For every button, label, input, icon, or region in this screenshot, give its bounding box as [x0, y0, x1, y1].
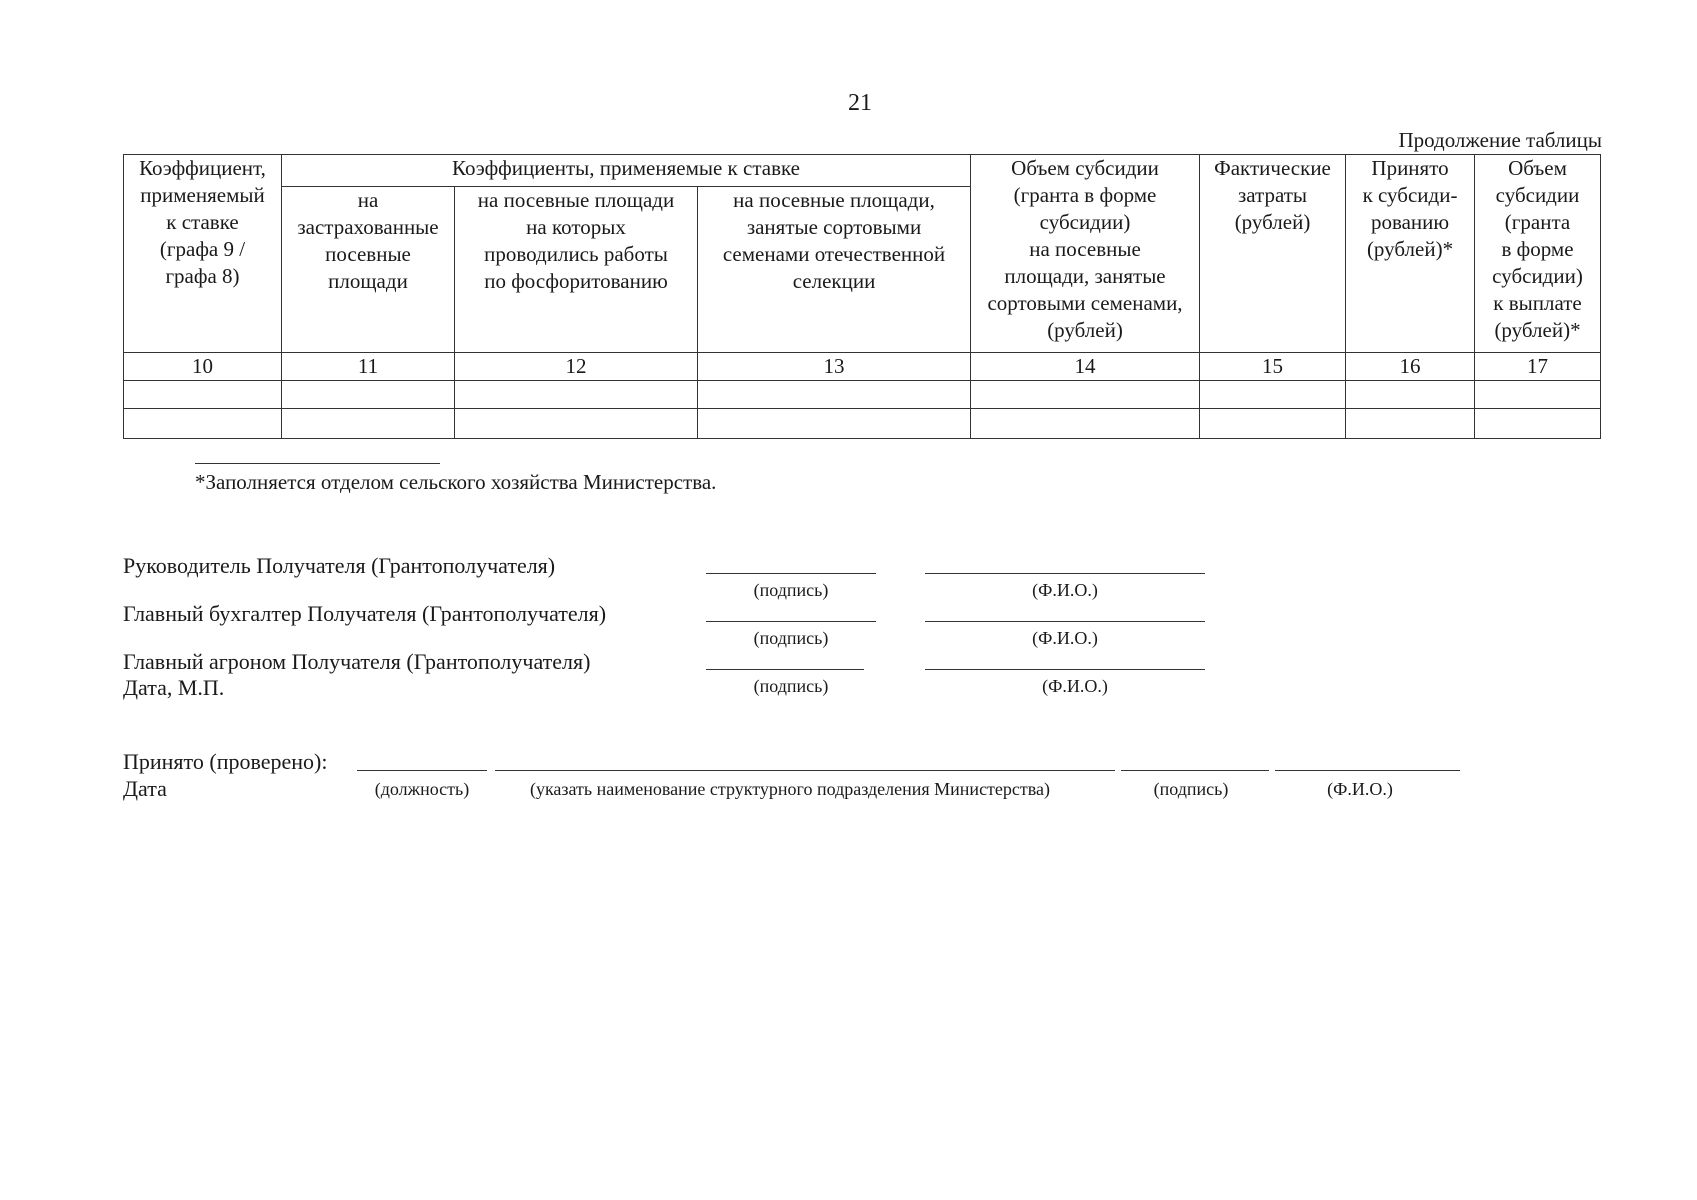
accepted-label: Принято (проверено):	[123, 749, 328, 774]
position-line[interactable]	[357, 770, 487, 771]
position-caption: (должность)	[374, 779, 470, 799]
subsidy-table	[123, 154, 1601, 439]
table-cell[interactable]	[1475, 409, 1601, 439]
signature-label-head: Руководитель Получателя (Грантополучателя)	[123, 553, 556, 578]
signature-caption: (подпись)	[753, 676, 829, 696]
column-number: 13	[698, 353, 971, 381]
table-cell[interactable]	[1200, 409, 1346, 439]
name-line[interactable]	[925, 621, 1205, 622]
table-cell[interactable]	[282, 381, 455, 409]
table-row	[124, 381, 1601, 409]
column-number: 14	[971, 353, 1200, 381]
table-cell[interactable]	[282, 409, 455, 439]
table-cell[interactable]	[124, 381, 282, 409]
table-continuation-label: Продолжение таблицы	[1398, 128, 1602, 152]
table-cell[interactable]	[1346, 409, 1475, 439]
column-number: 11	[282, 353, 455, 381]
table-cell[interactable]	[698, 381, 971, 409]
column-number: 17	[1475, 353, 1601, 381]
signature-line[interactable]	[706, 573, 876, 574]
signature-caption: (подпись)	[753, 628, 829, 648]
header-cell-col12: на посевные площади на которых проводились работы по фосфоритованию	[455, 187, 698, 353]
signature-caption: (подпись)	[753, 580, 829, 600]
column-number: 16	[1346, 353, 1475, 381]
page-number: 21	[848, 90, 872, 116]
signature-label-agronomist: Главный агроном Получателя (Грантополучателя)	[123, 649, 591, 674]
department-line[interactable]	[495, 770, 1115, 771]
name-caption: (Ф.И.О.)	[1032, 580, 1098, 600]
accepted-date-label: Дата	[123, 776, 167, 801]
table-cell[interactable]	[1475, 381, 1601, 409]
name-line[interactable]	[925, 573, 1205, 574]
column-number: 10	[124, 353, 282, 381]
table-row	[124, 409, 1601, 439]
name-line[interactable]	[925, 669, 1205, 670]
table-cell[interactable]	[971, 381, 1200, 409]
table-header-row	[124, 155, 1601, 187]
table-cell[interactable]	[971, 409, 1200, 439]
header-cell-col13: на посевные площади, занятые сортовыми семенами отечественной селекции	[698, 187, 971, 353]
header-cell-col16: Принято к субсиди- рованию (рублей)*	[1346, 155, 1475, 353]
footnote-divider	[195, 463, 440, 464]
signature-label-accountant: Главный бухгалтер Получателя (Грантополучателя)	[123, 601, 607, 626]
signature-line[interactable]	[706, 621, 876, 622]
signature-line[interactable]	[706, 669, 864, 670]
accepted-name-line[interactable]	[1275, 770, 1460, 771]
header-cell-col15: Фактические затраты (рублей)	[1200, 155, 1346, 353]
name-caption: (Ф.И.О.)	[1032, 628, 1098, 648]
header-cell-col11: на застрахованные посевные площади	[282, 187, 455, 353]
table-cell[interactable]	[455, 381, 698, 409]
header-cell-col10: Коэффициент, применяемый к ставке (графа 9 / графа 8)	[124, 155, 282, 353]
department-caption: (указать наименование структурного подразделения Министерства)	[529, 779, 1051, 799]
date-stamp-label: Дата, М.П.	[123, 675, 225, 700]
column-number: 12	[455, 353, 698, 381]
header-cell-col17: Объем субсидии (гранта в форме субсидии) к выплате (рублей)*	[1475, 155, 1601, 353]
accepted-name-caption: (Ф.И.О.)	[1327, 779, 1393, 799]
header-cell-col14: Объем субсидии (гранта в форме субсидии) на посевные площади, занятые сортовыми семенами, (рублей)	[971, 155, 1200, 353]
accepted-signature-line[interactable]	[1121, 770, 1269, 771]
column-number-row	[124, 353, 1601, 381]
table-cell[interactable]	[1346, 381, 1475, 409]
column-number: 15	[1200, 353, 1346, 381]
header-group-coefficients: Коэффициенты, применяемые к ставке	[282, 155, 971, 187]
table-cell[interactable]	[124, 409, 282, 439]
accepted-signature-caption: (подпись)	[1153, 779, 1229, 799]
table-cell[interactable]	[698, 409, 971, 439]
table-cell[interactable]	[455, 409, 698, 439]
footnote: *Заполняется отделом сельского хозяйства Министерства.	[195, 470, 717, 494]
name-caption: (Ф.И.О.)	[1042, 676, 1108, 696]
table-cell[interactable]	[1200, 381, 1346, 409]
